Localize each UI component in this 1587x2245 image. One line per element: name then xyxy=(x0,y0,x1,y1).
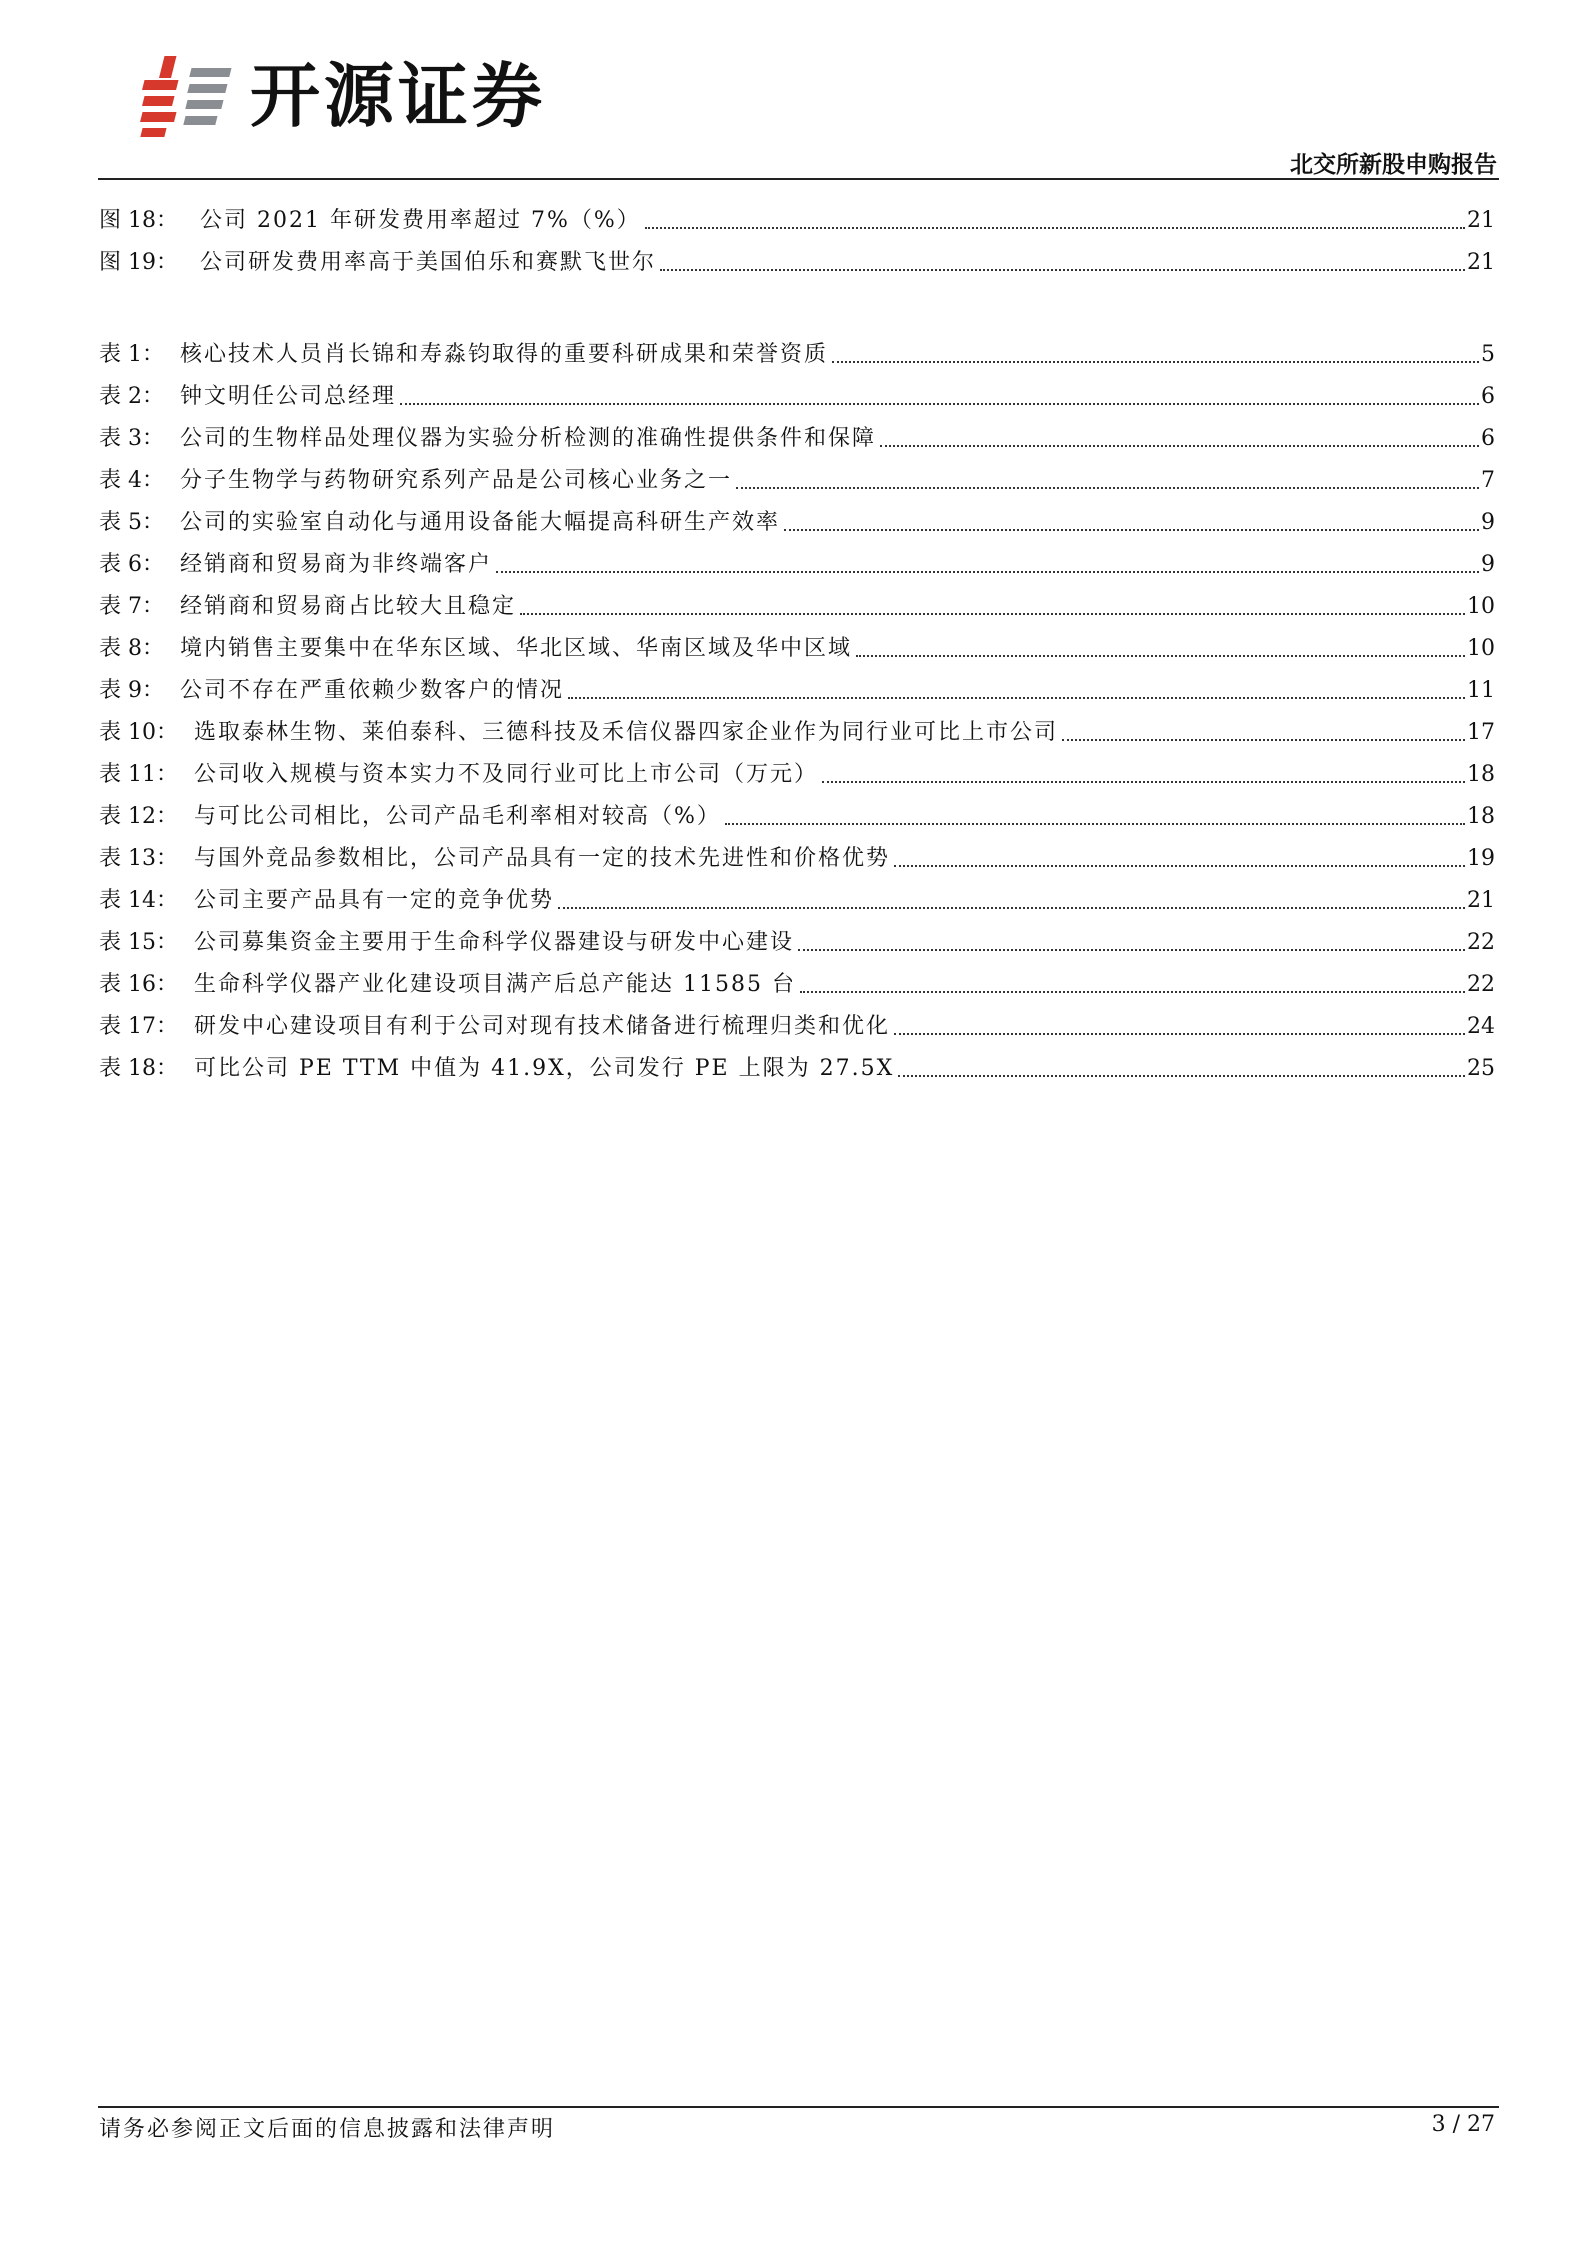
toc-label: 表 11： xyxy=(99,762,178,787)
toc-label: 表 14： xyxy=(99,888,178,913)
toc-leader-dots xyxy=(898,1075,1465,1077)
toc-page-number: 19 xyxy=(1467,846,1495,871)
header-divider xyxy=(98,178,1499,180)
toc-entry[interactable] xyxy=(99,540,1495,580)
toc-entry[interactable] xyxy=(99,624,1495,664)
toc-label: 表 9： xyxy=(99,678,164,703)
toc-label: 表 10： xyxy=(99,720,178,745)
toc-title: 核心技术人员肖长锦和寿淼钧取得的重要科研成果和荣誉资质 xyxy=(180,342,829,367)
toc-page-number: 9 xyxy=(1481,510,1495,535)
toc-leader-dots xyxy=(568,697,1465,699)
toc-page-number: 25 xyxy=(1467,1056,1495,1081)
toc-label: 表 3： xyxy=(99,426,164,451)
toc-entry[interactable] xyxy=(99,792,1495,832)
toc-entry[interactable] xyxy=(99,750,1495,790)
toc-page-number: 10 xyxy=(1467,594,1495,619)
toc-title: 钟文明任公司总经理 xyxy=(180,384,397,409)
toc-leader-dots xyxy=(496,571,1479,573)
toc-entry[interactable] xyxy=(99,918,1495,958)
toc-leader-dots xyxy=(822,781,1465,783)
toc-entry[interactable] xyxy=(99,456,1495,496)
toc-page-number: 21 xyxy=(1467,250,1495,275)
toc-page-number: 5 xyxy=(1481,342,1495,367)
toc-title: 公司的实验室自动化与通用设备能大幅提高科研生产效率 xyxy=(180,510,781,535)
toc-title: 研发中心建设项目有利于公司对现有技术储备进行梳理归类和优化 xyxy=(194,1014,891,1039)
toc-entry[interactable] xyxy=(99,666,1495,706)
toc-leader-dots xyxy=(800,991,1465,993)
toc-label: 表 13： xyxy=(99,846,178,871)
toc-title: 公司主要产品具有一定的竞争优势 xyxy=(194,888,555,913)
toc-label: 表 6： xyxy=(99,552,164,577)
toc-page-number: 6 xyxy=(1481,426,1495,451)
toc-title: 选取泰林生物、莱伯泰科、三德科技及禾信仪器四家企业作为同行业可比上市公司 xyxy=(194,720,1059,745)
toc-leader-dots xyxy=(645,227,1465,229)
toc-leader-dots xyxy=(1062,739,1465,741)
toc-page-number: 22 xyxy=(1467,930,1495,955)
toc-entry[interactable] xyxy=(99,708,1495,748)
brand-name: 开源证券 xyxy=(250,55,546,137)
toc-leader-dots xyxy=(725,823,1465,825)
toc-page-number: 21 xyxy=(1467,888,1495,913)
brand-logo-icon xyxy=(128,50,236,142)
toc-entry[interactable] xyxy=(99,960,1495,1000)
toc-leader-dots xyxy=(894,1033,1465,1035)
toc-title: 公司募集资金主要用于生命科学仪器建设与研发中心建设 xyxy=(194,930,795,955)
toc-entry[interactable] xyxy=(99,372,1495,412)
toc-page-number: 18 xyxy=(1467,762,1495,787)
toc-leader-dots xyxy=(832,361,1479,363)
toc-entry[interactable] xyxy=(99,196,1495,236)
toc-title: 公司不存在严重依赖少数客户的情况 xyxy=(180,678,565,703)
brand-logo xyxy=(128,50,546,142)
toc-page-number: 24 xyxy=(1467,1014,1495,1039)
toc-page-number: 10 xyxy=(1467,636,1495,661)
toc-title: 公司的生物样品处理仪器为实验分析检测的准确性提供条件和保障 xyxy=(180,426,877,451)
toc-leader-dots xyxy=(660,269,1465,271)
toc-title: 生命科学仪器产业化建设项目满产后总产能达 11585 台 xyxy=(194,972,796,997)
toc-label: 表 1： xyxy=(99,342,164,367)
toc-leader-dots xyxy=(798,949,1465,951)
toc-label: 表 15： xyxy=(99,930,178,955)
toc-title: 与可比公司相比，公司产品毛利率相对较高（%） xyxy=(194,804,721,829)
toc-title: 可比公司 PE TTM 中值为 41.9X，公司发行 PE 上限为 27.5X xyxy=(194,1056,895,1081)
toc-title: 经销商和贸易商占比较大且稳定 xyxy=(180,594,517,619)
toc-label: 图 18： xyxy=(99,208,178,233)
toc-label: 表 2： xyxy=(99,384,164,409)
toc-page-number: 17 xyxy=(1467,720,1495,745)
toc-entry[interactable] xyxy=(99,238,1495,278)
toc-label: 表 12： xyxy=(99,804,178,829)
toc-label: 表 18： xyxy=(99,1056,178,1081)
toc-label: 表 17： xyxy=(99,1014,178,1039)
toc-entry[interactable] xyxy=(99,876,1495,916)
toc-leader-dots xyxy=(558,907,1465,909)
toc-page-number: 21 xyxy=(1467,208,1495,233)
toc-title: 公司研发费用率高于美国伯乐和赛默飞世尔 xyxy=(200,250,657,275)
toc-title: 公司 2021 年研发费用率超过 7%（%） xyxy=(200,208,641,233)
toc-entry[interactable] xyxy=(99,414,1495,454)
toc-label: 表 5： xyxy=(99,510,164,535)
toc-entry[interactable] xyxy=(99,1044,1495,1084)
toc-leader-dots xyxy=(400,403,1479,405)
toc-title: 与国外竞品参数相比，公司产品具有一定的技术先进性和价格优势 xyxy=(194,846,891,871)
toc-leader-dots xyxy=(880,445,1479,447)
toc-entry[interactable] xyxy=(99,498,1495,538)
toc-label: 表 4： xyxy=(99,468,164,493)
toc-entry[interactable] xyxy=(99,1002,1495,1042)
toc-label: 表 16： xyxy=(99,972,178,997)
page-number: 3 / 27 xyxy=(1431,2112,1495,2137)
toc-title: 境内销售主要集中在华东区域、华北区域、华南区域及华中区域 xyxy=(180,636,853,661)
toc-entry[interactable] xyxy=(99,330,1495,370)
toc-page-number: 22 xyxy=(1467,972,1495,997)
toc-title: 经销商和贸易商为非终端客户 xyxy=(180,552,493,577)
toc-leader-dots xyxy=(894,865,1465,867)
toc-entry[interactable] xyxy=(99,834,1495,874)
toc-entry[interactable] xyxy=(99,582,1495,622)
toc-label: 表 7： xyxy=(99,594,164,619)
toc-page-number: 9 xyxy=(1481,552,1495,577)
toc-page-number: 18 xyxy=(1467,804,1495,829)
toc-page-number: 6 xyxy=(1481,384,1495,409)
toc-title: 分子生物学与药物研究系列产品是公司核心业务之一 xyxy=(180,468,733,493)
toc-page-number: 7 xyxy=(1481,468,1495,493)
toc-title: 公司收入规模与资本实力不及同行业可比上市公司（万元） xyxy=(194,762,819,787)
toc-label: 图 19： xyxy=(99,250,178,275)
toc-leader-dots xyxy=(520,613,1465,615)
toc-leader-dots xyxy=(784,529,1479,531)
toc-leader-dots xyxy=(736,487,1479,489)
report-type: 北交所新股申购报告 xyxy=(1290,152,1497,178)
toc-leader-dots xyxy=(856,655,1465,657)
footer-disclaimer: 请务必参阅正文后面的信息披露和法律声明 xyxy=(99,2117,556,2142)
toc-page-number: 11 xyxy=(1467,678,1495,703)
footer-divider xyxy=(98,2106,1499,2108)
toc-label: 表 8： xyxy=(99,636,164,661)
